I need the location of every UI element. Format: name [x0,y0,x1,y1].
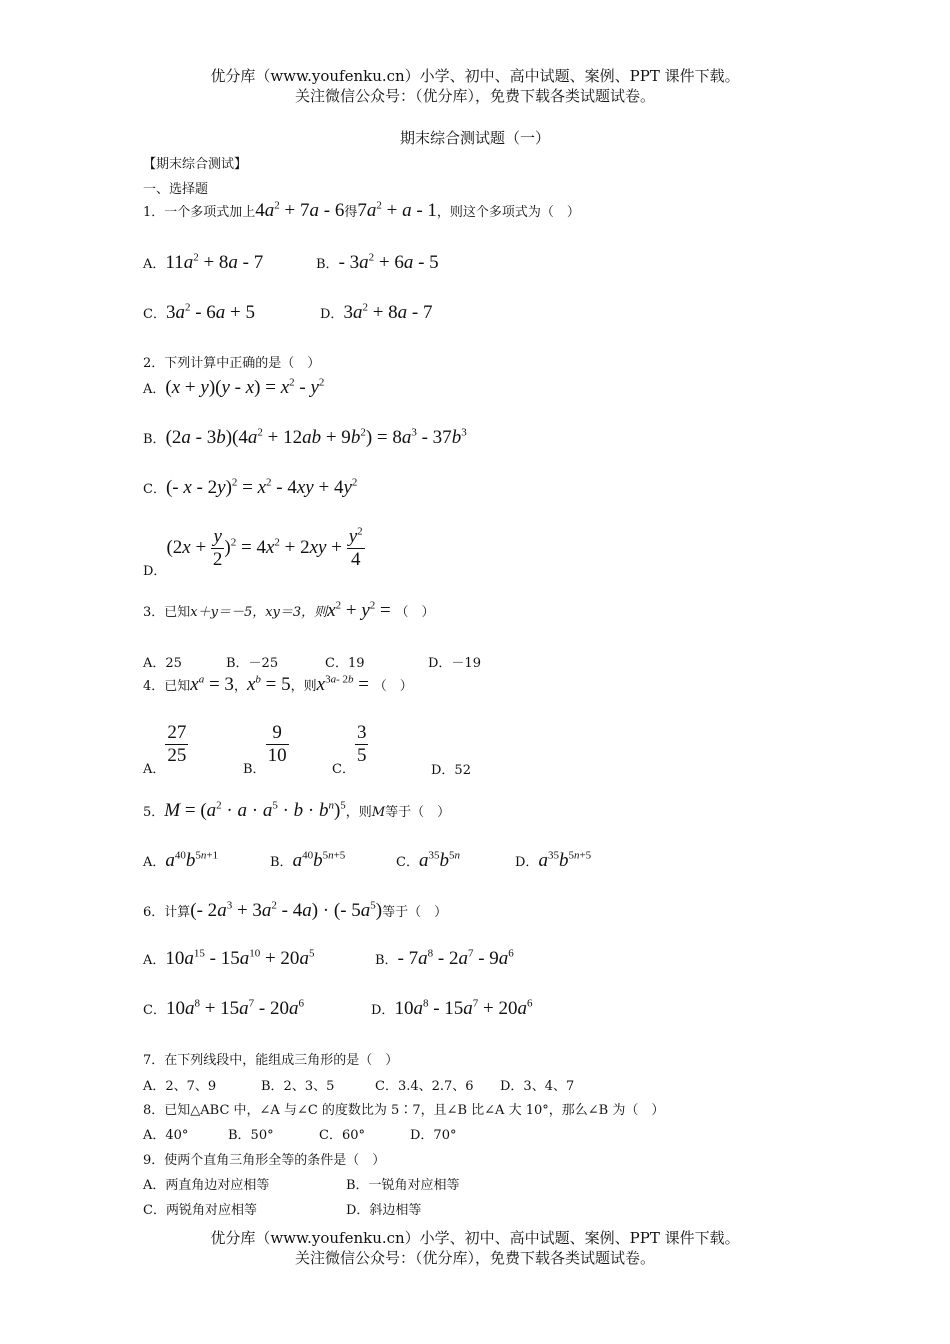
question-5-stem [143,800,450,822]
header-line-2: 关注微信公众号：（优分库），免费下载各类试题试卷。 [294,87,655,105]
q6-text-2: 等于（ ） [382,905,448,920]
q6-option-d [371,998,532,1020]
q8-option-b: B．50° [228,1128,274,1143]
q6-option-a [143,948,314,970]
q7-option-a: A．2、7、9 [143,1079,217,1094]
q9-option-c: C．两锐角对应相等 [143,1203,257,1218]
q4-expr-2: $x^b = 5$ [246,673,291,695]
option-label: B． [316,257,339,272]
q3-option-a: A．25 [143,656,182,671]
q8-option-a: A．40° [143,1128,189,1143]
option-label: D． [320,307,344,322]
q1-option-d [320,302,432,324]
question-6-stem [143,900,447,922]
option-label: A． [143,855,166,870]
option-label: C． [143,482,166,497]
q5-option-a [143,850,218,872]
option-label: A． [143,382,166,397]
option-expr: $11a^2 + 8a - 7$ [165,251,264,273]
option-expr: - $3a^2 + 6a - 5$ [338,251,439,273]
q4-option-c [332,722,368,777]
q4-expr-3: $x^{3a- 2b}$ = [316,673,374,695]
q1-option-a [143,252,263,274]
option-label: B． [143,432,166,447]
option-label: A． [143,953,166,968]
footer-line-1: 优分库（www.youfenku.cn）小学、初中、高中试题、案例、PPT 课件下载。 [210,1229,740,1247]
option-expr: $(x + y)(y - x) = x^2 - y^2$ [165,376,325,398]
option-label: B． [243,762,266,777]
option-expr: $a^{35}b^{5n}$ [418,849,460,871]
option-label: A． [143,762,166,777]
option-expr: $3a^2 + 8a - 7$ [343,301,433,323]
q3-text-3: （ ） [395,605,435,620]
q3-expr: $x^2 + y^2$ = [327,599,396,621]
q4-option-b [243,722,289,777]
q5-text-3: 等于（ ） [385,805,451,820]
q6-option-b [375,948,514,970]
option-label: A． [143,257,166,272]
q4-text-3: ，则 [290,679,317,694]
q8-option-c: C．60° [319,1128,365,1143]
question-2-stem: 2．下列计算中正确的是（ ） [143,356,321,371]
q4-option-d: D．52 [431,763,471,778]
option-expr: (- $x - 2y)^2 = x^2 - 4xy + 4y^2$ [165,476,358,498]
page-title: 期末综合测试题（一） [399,129,550,147]
q3-option-d: D．－19 [428,656,481,671]
option-label: C． [143,1003,166,1018]
question-9-stem: 9．使两个直角三角形全等的条件是（ ） [143,1153,386,1168]
option-expr: $10a^{15} - 15a^{10} + 20a^5$ [165,947,315,969]
section-heading: 一、选择题 [143,182,209,197]
option-expr: $a^{40}b^{5n+1}$ [165,849,219,871]
q5-variable: M [371,805,386,820]
q9-option-b: B．一锐角对应相等 [346,1178,460,1193]
option-expr: $(2a - 3b)(4a^2 + 12ab + 9b^2) = 8a^3 - 37b^3$ [165,426,467,448]
q5-text-2: ，则 [345,805,372,820]
q1-text-2: 得 [344,205,358,220]
q9-option-d: D．斜边相等 [346,1203,422,1218]
option-expr: $\frac{3}{5}$ [356,722,367,766]
option-label: C． [143,307,166,322]
q5-expr: $M = (a^2 \cdot a \cdot a^5 \cdot b \cdot b^n)^5$ [164,799,346,821]
option-label: D． [371,1003,395,1018]
q3-condition: x＋y＝－5，xy＝3，则 [190,605,328,620]
option-expr: $a^{35}b^{5n+5}$ [538,849,592,871]
q4-option-a [143,722,188,777]
question-7-stem: 7．在下列线段中，能组成三角形的是（ ） [143,1053,399,1068]
q3-option-c: C．19 [325,656,365,671]
header-line-1: 优分库（www.youfenku.cn）小学、初中、高中试题、案例、PPT 课件下载。 [210,67,740,85]
q3-option-b: B．－25 [226,656,279,671]
q2-option-c [143,477,357,499]
q2-option-d [143,526,365,579]
q4-text-2: ， [233,679,247,694]
q4-text-1: 4．已知 [143,679,191,694]
q5-option-d [515,850,591,872]
question-3-stem [143,600,435,622]
question-1-stem [143,200,580,222]
q1-option-b [316,252,439,274]
q5-option-c [396,850,460,872]
q9-option-a: A．两直角边对应相等 [143,1178,270,1193]
option-expr: - $7a^8 - 2a^7 - 9a^6$ [397,947,514,969]
option-label: C． [332,762,355,777]
section-tag: 【期末综合测试】 [143,157,248,172]
q1-text-1: 1．一个多项式加上 [143,205,256,220]
option-expr: (2x + $\frac{y}{2}$ )$^2 = 4x^2 + 2xy$ + $\frac{y^2}{4}$ [166,525,363,570]
q1-text-3: ，则这个多项式为（ ） [436,205,580,220]
option-expr: $10a^8 - 15a^7 + 20a^6$ [394,997,533,1019]
q1-expr-2: $7a^2 + a - 1$ [357,199,437,221]
q7-option-c: C．3.4、2.7、6 [375,1079,474,1094]
q1-expr-1: $4a^2 + 7a - 6$ [255,199,345,221]
q8-option-d: D．70° [410,1128,457,1143]
option-label: D． [515,855,539,870]
question-8-stem: 8．已知△ABC 中，∠A 与∠C 的度数比为 5∶7，且∠B 比∠A 大 10°，那么∠B 为（ ） [143,1103,665,1118]
option-expr: $10a^8 + 15a^7 - 20a^6$ [165,997,304,1019]
option-label: B． [375,953,398,968]
q6-expr: (- $2a^3 + 3a^2 - 4a$) · (- $5a^5$) [190,899,383,921]
option-label: D． [143,564,167,579]
q6-option-c [143,998,304,1020]
question-4-stem [143,674,413,696]
q7-option-b: B．2、3、5 [261,1079,335,1094]
q3-text-1: 3．已知 [143,605,191,620]
footer-line-2: 关注微信公众号：（优分库），免费下载各类试题试卷。 [294,1249,655,1267]
q1-option-c [143,302,255,324]
q6-text-1: 6．计算 [143,905,191,920]
q5-option-b [270,850,345,872]
option-expr: $\frac{27}{25}$ [167,722,187,766]
option-expr: $3a^2 - 6a + 5$ [165,301,255,323]
q2-option-b [143,427,467,449]
option-expr: $\frac{9}{10}$ [267,722,287,766]
option-expr: $a^{40}b^{5n+5}$ [292,849,346,871]
option-label: B． [270,855,293,870]
q5-number: 5． [143,805,165,820]
q4-text-4: （ ） [373,679,413,694]
q2-option-a [143,377,324,399]
q7-option-d: D．3、4、7 [500,1079,575,1094]
q4-expr-1: $x^a = 3$ [190,673,234,695]
option-label: C． [396,855,419,870]
